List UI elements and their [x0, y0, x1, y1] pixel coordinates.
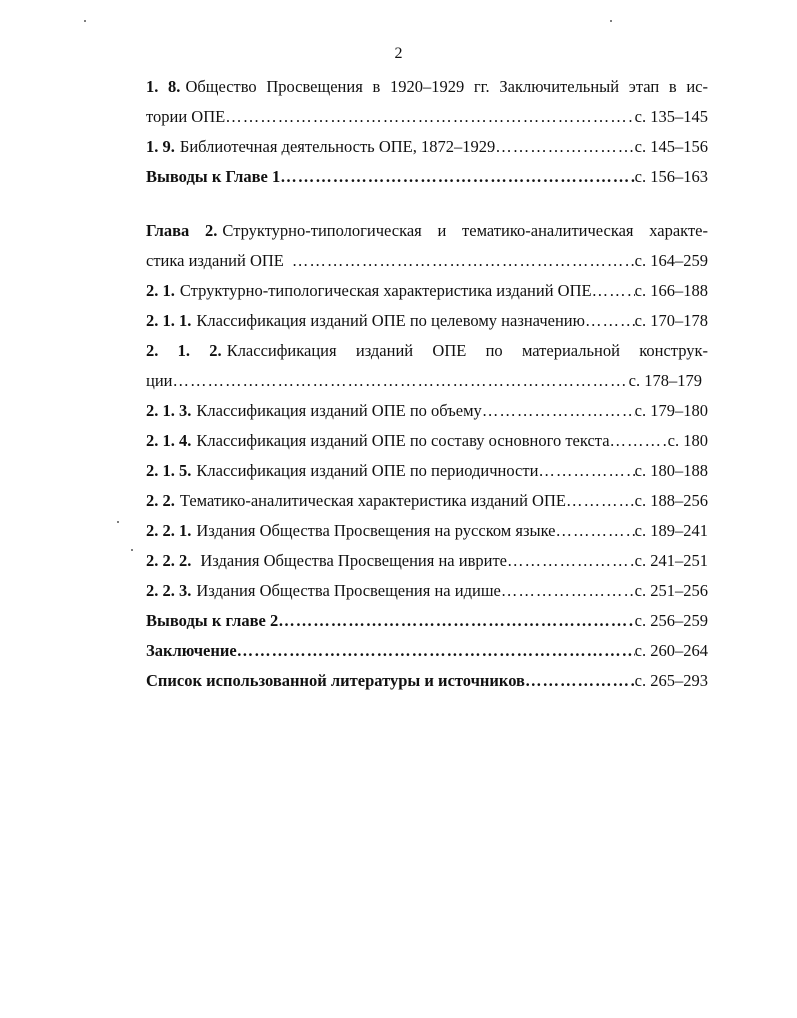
entry-pages: с. 170–178 [634, 311, 708, 330]
entry-number: 2. 2. 1. [146, 521, 192, 540]
leader-dots [501, 576, 635, 606]
leader-dots [556, 516, 635, 546]
entry-title: Издания Общества Просвещения на иврите [200, 551, 507, 570]
entry-title: Тематико-аналитическая характеристика изданий ОПЕ [179, 491, 566, 510]
toc-entry-2-1-3 [146, 396, 708, 426]
entry-number: 2. 1. [146, 281, 175, 300]
entry-title: Классификация изданий ОПЕ по целевому назначению [196, 311, 585, 330]
toc-entry-2-1-1 [146, 306, 708, 336]
entry-number: 1. 8. [146, 77, 181, 96]
entry-title: Выводы к Главе 1 [146, 167, 281, 186]
toc-entry-2-2 [146, 486, 708, 516]
leader-dots [538, 456, 634, 486]
entry-title-line1: Классификация изданий ОПЕ по материальной конструк- [226, 341, 708, 360]
leader-dots [280, 162, 634, 192]
entry-number: Глава 2. [146, 221, 218, 240]
entry-pages: с. 241–251 [634, 551, 708, 570]
entry-pages: с. 179–180 [634, 401, 708, 420]
scan-speck [131, 549, 133, 551]
entry-number: 2. 2. 2. [146, 551, 192, 570]
leader-dots [495, 132, 634, 162]
entry-title: Издания Общества Просвещения на русском языке [196, 521, 556, 540]
toc-entry-chapter-2 [146, 216, 708, 276]
entry-pages: с. 145–156 [634, 137, 708, 156]
leader-dots [225, 102, 634, 132]
leader-dots [292, 246, 635, 276]
entry-number: 2. 2. 3. [146, 581, 192, 600]
entry-title-line1: Структурно-типологическая и тематико-аналитическая характе- [222, 221, 708, 240]
entry-pages: с. 180 [667, 431, 708, 450]
entry-pages: с. 164–259 [634, 251, 708, 270]
entry-number: 2. 2. [146, 491, 175, 510]
entry-pages: с. 189–241 [634, 521, 708, 540]
entry-pages: с. 180–188 [634, 461, 708, 480]
entry-number: 2. 1. 4. [146, 431, 192, 450]
toc-entry-conclusions-ch1 [146, 162, 708, 192]
entry-title-line2: ции [146, 371, 173, 390]
entry-number: 2. 1. 2. [146, 341, 222, 360]
scan-speck [610, 20, 612, 22]
leader-dots [592, 276, 635, 306]
entry-pages: с. 265–293 [634, 671, 708, 690]
toc-entry-2-1-2 [146, 336, 708, 396]
leader-dots [482, 396, 635, 426]
leader-dots [610, 426, 668, 456]
leader-dots [525, 666, 635, 696]
entry-pages: с. 251–256 [634, 581, 708, 600]
toc-entry-1-8 [146, 72, 708, 132]
entry-number: 2. 1. 3. [146, 401, 192, 420]
toc-entry-2-1 [146, 276, 708, 306]
entry-pages: с. 156–163 [634, 167, 708, 186]
scan-speck [84, 20, 86, 22]
entry-pages: с. 188–256 [634, 491, 708, 510]
table-of-contents [146, 72, 708, 696]
entry-title-line2: стика изданий ОПЕ [146, 251, 284, 270]
entry-number: 1. 9. [146, 137, 175, 156]
entry-title: Классификация изданий ОПЕ по составу основного текста [196, 431, 610, 450]
entry-pages: с. 135–145 [634, 107, 708, 126]
entry-title: Заключение [146, 641, 237, 660]
entry-number: 2. 1. 1. [146, 311, 192, 330]
page-number: 2 [394, 45, 403, 62]
entry-title: Классификация изданий ОПЕ по периодичности [196, 461, 539, 480]
entry-title: Выводы к главе 2 [146, 611, 279, 630]
leader-dots [278, 606, 634, 636]
entry-title-line1: Общество Просвещения в 1920–1929 гг. Заключительный этап в ис- [185, 77, 708, 96]
toc-entry-bibliography [146, 666, 708, 696]
toc-entry-conclusions-ch2 [146, 606, 708, 636]
leader-dots [566, 486, 635, 516]
entry-title: Список использованной литературы и источников [146, 671, 525, 690]
section-gap [146, 192, 708, 216]
toc-entry-2-2-3 [146, 576, 708, 606]
leader-dots [507, 546, 635, 576]
toc-entry-2-2-2 [146, 546, 708, 576]
entry-title: Библиотечная деятельность ОПЕ, 1872–1929 [179, 137, 496, 156]
entry-pages: с. 256–259 [634, 611, 708, 630]
entry-pages: с. 178–179 [628, 371, 702, 390]
entry-pages: с. 260–264 [634, 641, 708, 660]
entry-title-line2: тории ОПЕ [146, 107, 226, 126]
toc-entry-conclusion [146, 636, 708, 666]
leader-dots [237, 636, 635, 666]
entry-title: Структурно-типологическая характеристика изданий ОПЕ [179, 281, 592, 300]
entry-number: 2. 1. 5. [146, 461, 192, 480]
entry-title: Классификация изданий ОПЕ по объему [196, 401, 482, 420]
scan-speck [117, 521, 119, 523]
toc-entry-2-2-1 [146, 516, 708, 546]
leader-dots [173, 366, 629, 396]
toc-entry-2-1-5 [146, 456, 708, 486]
entry-title: Издания Общества Просвещения на идише [196, 581, 501, 600]
entry-pages: с. 166–188 [634, 281, 708, 300]
leader-dots [585, 306, 635, 336]
toc-entry-1-9 [146, 132, 708, 162]
toc-entry-2-1-4 [146, 426, 708, 456]
